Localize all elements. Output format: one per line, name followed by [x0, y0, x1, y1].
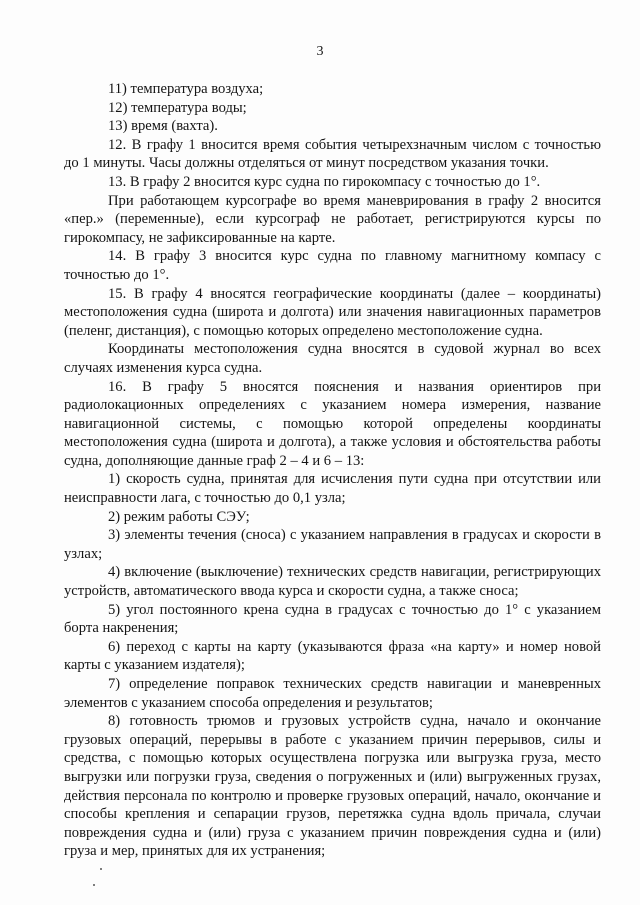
paragraph-13: 3) элементы течения (сноса) с указанием направления в градусах и скорости в узлах; — [64, 527, 601, 562]
paragraph-15: 5) угол постоянного крена судна в градусах с точностью до 1° с указанием борта накренения; — [64, 601, 601, 637]
scan-speck — [93, 884, 95, 886]
scan-speck — [100, 868, 102, 870]
paragraph-5: 13. В графу 2 вносится курс судна по гирокомпасу с точностью до 1°. — [108, 173, 541, 190]
paragraph-1: 11) температура воздуха; — [108, 81, 264, 97]
paragraph-3: 13) время (вахта). — [108, 118, 218, 135]
paragraph-10: 16. В графу 5 вносятся пояснения и названия ориентиров при радиолокационных определениях с указанием номера измерения, название навигационной системы, с помощью которой определены координаты местоположения судна (широта и долгота), а также условия и обстоятельства работы судна, дополняющие данные граф 2 – 4 и 6 – 13: — [64, 378, 601, 469]
paragraph-4: 12. В графу 1 вносится время события четырехзначным числом с точностью до 1 минуты. Часы должны отделяться от минут посредством указания точки. — [64, 136, 601, 172]
document-body — [64, 80, 601, 861]
paragraph-9: Координаты местоположения судна вносятся в судовой журнал во всех случаях изменения курса судна. — [64, 341, 601, 376]
paragraph-11: 1) скорость судна, принятая для исчисления пути судна при отсутствии или неисправности лага, с точностью до 0,1 узла; — [64, 471, 601, 507]
paragraph-7: 14. В графу 3 вносится курс судна по главному магнитному компасу с точностью до 1°. — [64, 248, 601, 283]
paragraph-16: 6) переход с карты на карту (указываются фраза «на карту» и номер новой карты с указанием издателя); — [64, 638, 601, 674]
paragraph-8: 15. В графу 4 вносятся географические координаты (далее – координаты) местоположения судна (широта и долгота) или значения навигационных параметров (пеленг, дистанция), с помощью которых определено местоположение судна. — [64, 285, 601, 339]
paragraph-2: 12) температура воды; — [108, 99, 247, 116]
paragraph-6: При работающем курсографе во время маневрирования в графу 2 вносится «пер.» (переменные), если курсограф не работает, регистрируются курсы по гирокомпасу, не зафиксированные на карте. — [64, 192, 601, 246]
paragraph-18: 8) готовность трюмов и грузовых устройств судна, начало и окончание грузовых операций, перерывы в работе с указанием причин перерывов, силы и средства, с помощью которых осуществлена погрузка или выгрузка груза, место выгрузки или погрузки груза, сведения о погруженных и (или) выгруженных грузах, действия персонала по контролю и проверке грузовых операций, начало, окончание и способы крепления и сепарации грузов, перетяжка судна вдоль причала, случаи повреждения судна и (или) груза с указанием причин повреждения судна и (или) груза и мер, принятых для их устранения; — [64, 713, 601, 860]
page-number: 3 — [316, 44, 324, 59]
paragraph-14: 4) включение (выключение) технических средств навигации, регистрирующих устройств, автоматического ввода курса и скорости судна, а также сноса; — [64, 564, 601, 600]
paragraph-12: 2) режим работы СЭУ; — [108, 508, 250, 525]
paragraph-17: 7) определение поправок технических средств навигации и маневренных элементов с указанием способа определения и результатов; — [64, 676, 601, 711]
